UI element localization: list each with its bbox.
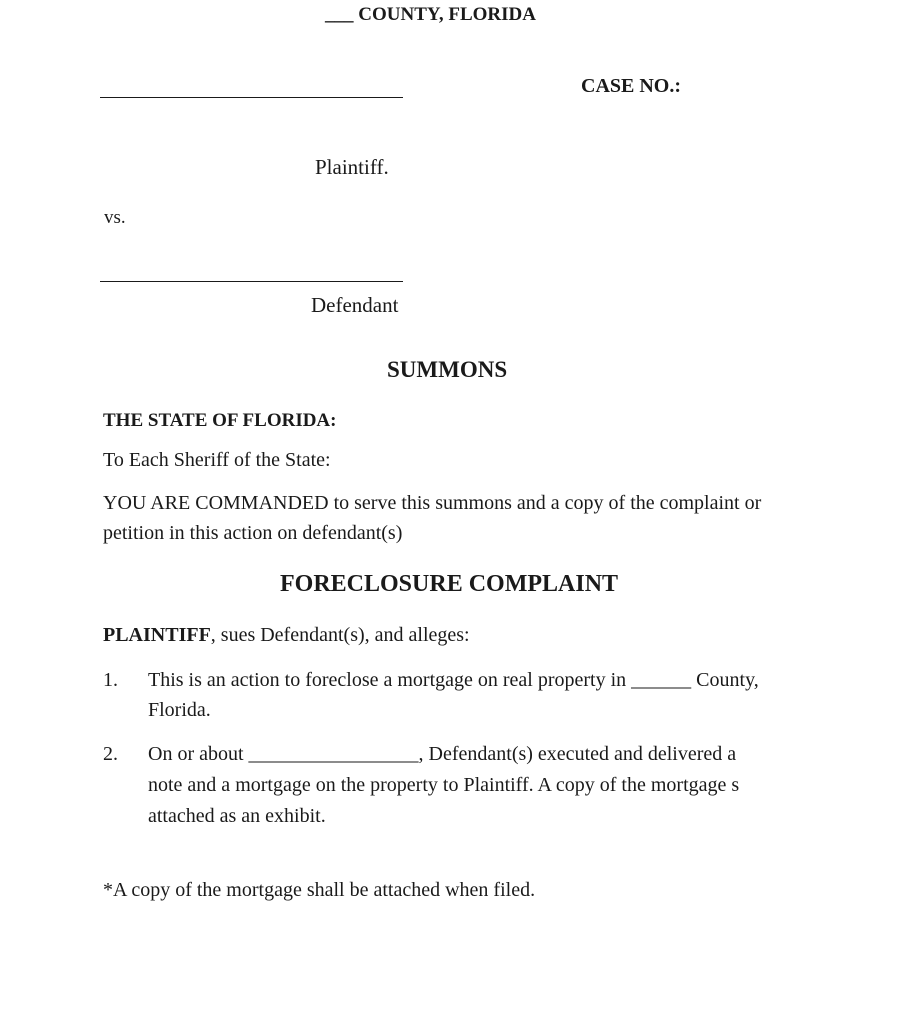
defendant-label: Defendant [311, 293, 399, 317]
county-heading: ___ COUNTY, FLORIDA [325, 4, 536, 25]
sheriff-address: To Each Sheriff of the State: [103, 449, 331, 471]
allegation-2-line-1: On or about _________________, Defendant(s) executed and delivered a [148, 743, 737, 765]
footnote: *A copy of the mortgage shall be attached when filed. [103, 879, 536, 901]
complaint-title: FORECLOSURE COMPLAINT [280, 571, 619, 597]
complaint-intro-rest: , sues Defendant(s), and alleges: [210, 624, 470, 646]
complaint-intro [103, 624, 470, 647]
versus-label: vs. [104, 207, 126, 228]
command-text-line-1: YOU ARE COMMANDED to serve this summons and a copy of the complaint or [103, 492, 762, 514]
complaint-intro-plaintiff: PLAINTIFF [103, 624, 211, 646]
allegation-1-number: 1. [103, 669, 118, 691]
plaintiff-name-line [100, 97, 403, 98]
command-text-line-2: petition in this action on defendant(s) [103, 522, 403, 544]
allegation-1-line-2: Florida. [148, 699, 211, 721]
case-number-label: CASE NO.: [581, 75, 682, 97]
plaintiff-label: Plaintiff. [315, 155, 389, 179]
state-heading: THE STATE OF FLORIDA: [103, 410, 337, 431]
defendant-name-line [100, 281, 403, 282]
allegation-1-line-1: This is an action to foreclose a mortgage on real property in ______ County, [148, 669, 759, 691]
allegation-2-line-2: note and a mortgage on the property to Plaintiff. A copy of the mortgage s [148, 774, 740, 796]
summons-title: SUMMONS [387, 357, 508, 382]
allegation-2-number: 2. [103, 743, 118, 765]
allegation-2-line-3: attached as an exhibit. [148, 805, 326, 827]
